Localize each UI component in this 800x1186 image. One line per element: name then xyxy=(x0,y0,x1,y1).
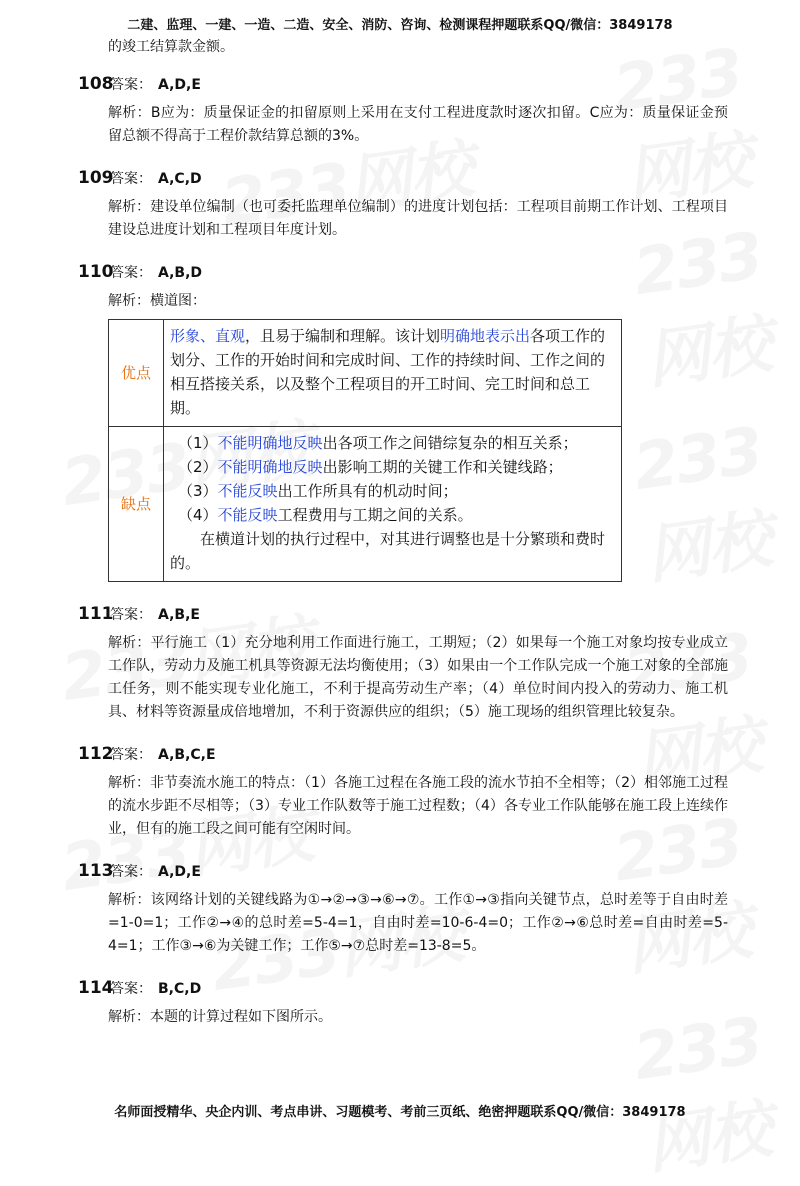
pros-cell xyxy=(164,320,622,427)
question-112 xyxy=(78,744,728,841)
cons-highlight: 不能明确地反映 xyxy=(217,434,323,452)
cons-text: 工程费用与工期之间的关系。 xyxy=(277,506,473,524)
pros-text: 各项工作的划分、工作的开始时间和完成时间、工作的持续时间、工作之间的相互搭接关系，以及整个工程项目的开工时间、完工时间和总工期。 xyxy=(170,327,606,417)
question-108 xyxy=(78,74,728,148)
question-number: 113 xyxy=(78,861,114,881)
question-number: 111 xyxy=(78,604,114,624)
answer-value: A,D,E xyxy=(158,864,201,880)
question-number: 114 xyxy=(78,978,114,998)
cons-highlight: 不能反映 xyxy=(217,506,278,524)
explanation: 解析：横道图： xyxy=(108,293,206,309)
cons-item xyxy=(170,455,615,479)
document-body xyxy=(78,36,728,1029)
answer-value: B,C,D xyxy=(158,981,202,997)
explanation: 解析：B应为：质量保证金的扣留原则上采用在支付工程进度款时逐次扣留。C应为：质量保证金预留总额不得高于工程价款结算总额的3%。 xyxy=(108,105,728,144)
cons-header: 缺点 xyxy=(109,427,164,582)
pros-highlight: 明确地表示出 xyxy=(440,327,531,345)
question-109 xyxy=(78,168,728,242)
cons-number: （2） xyxy=(178,458,218,476)
cons-highlight: 不能明确地反映 xyxy=(217,458,323,476)
answer-value: A,B,D xyxy=(158,265,203,281)
answer-label: 答案： xyxy=(110,864,152,880)
cons-text: 出各项工作之间错综复杂的相互关系； xyxy=(322,434,578,452)
question-number: 109 xyxy=(78,168,114,188)
answer-value: A,B,E xyxy=(158,607,200,623)
answer-label: 答案： xyxy=(110,607,152,623)
cons-item xyxy=(170,503,615,527)
cons-number: （1） xyxy=(178,434,218,452)
gantt-pros-cons-table xyxy=(108,319,622,582)
cons-number: （3） xyxy=(178,482,218,500)
explanation: 解析：该网络计划的关键线路为①→②→③→⑥→⑦。工作①→③指向关键节点，总时差等于自由时差=1-0=1；工作②→④的总时差=5-4=1，自由时差=10-6-4=0；工作②→⑥总时差=自由时差=5-4=1；工作③→⑥为关键工作；工作⑤→⑦总时差=13-8=5。 xyxy=(108,892,728,954)
answer-label: 答案： xyxy=(110,77,152,93)
answer-value: A,D,E xyxy=(158,77,201,93)
question-110 xyxy=(78,262,728,582)
question-113 xyxy=(78,861,728,958)
question-number: 112 xyxy=(78,744,114,764)
pros-highlight: 形象、直观 xyxy=(170,327,246,345)
page-footer: 名师面授精华、央企内训、考点串讲、习题模考、考前三页纸、绝密押题联系QQ/微信：3849178 xyxy=(114,1105,686,1120)
pros-header: 优点 xyxy=(109,320,164,427)
pros-text: ，且易于编制和理解。该计划 xyxy=(245,327,441,345)
answer-value: A,B,C,E xyxy=(158,747,216,763)
question-114 xyxy=(78,978,728,1029)
answer-label: 答案： xyxy=(110,747,152,763)
cons-item xyxy=(170,431,615,455)
explanation: 解析：平行施工（1）充分地利用工作面进行施工，工期短；（2）如果每一个施工对象均按专业成立工作队，劳动力及施工机具等资源无法均衡使用；（3）如果由一个工作队完成一个施工对象的全部施工任务，则不能实现专业化施工，不利于提高劳动生产率；（4）单位时间内投入的劳动力、施工机具、材料等资源量成倍地增加，不利于资源供应的组织；（5）施工现场的组织管理比较复杂。 xyxy=(108,635,728,720)
explanation: 解析：非节奏流水施工的特点：（1）各施工过程在各施工段的流水节拍不全相等；（2）相邻施工过程的流水步距不尽相等；（3）专业工作队数等于施工过程数；（4）各专业工作队能够在施工段上连续作业，但有的施工段之间可能有空闲时间。 xyxy=(108,775,728,837)
answer-label: 答案： xyxy=(110,171,152,187)
cons-text: 出工作所具有的机动时间； xyxy=(277,482,458,500)
cons-note: 在横道计划的执行过程中，对其进行调整也是十分繁琐和费时的。 xyxy=(170,530,606,572)
page-header: 二建、监理、一建、一造、二造、安全、消防、咨询、检测课程押题联系QQ/微信：3849178 xyxy=(127,18,673,33)
question-number: 108 xyxy=(78,74,114,94)
cons-cell xyxy=(164,427,622,582)
cons-number: （4） xyxy=(178,506,218,524)
question-number: 110 xyxy=(78,262,114,282)
cons-item xyxy=(170,479,615,503)
cons-text: 出影响工期的关键工作和关键线路； xyxy=(322,458,563,476)
cons-highlight: 不能反映 xyxy=(217,482,278,500)
answer-label: 答案： xyxy=(110,981,152,997)
continuation-text: 的竣工结算款金额。 xyxy=(108,39,234,55)
answer-label: 答案： xyxy=(110,265,152,281)
explanation: 解析：本题的计算过程如下图所示。 xyxy=(108,1009,332,1025)
answer-value: A,C,D xyxy=(158,171,202,187)
explanation: 解析：建设单位编制（也可委托监理单位编制）的进度计划包括：工程项目前期工作计划、工程项目建设总进度计划和工程项目年度计划。 xyxy=(108,199,728,238)
question-111 xyxy=(78,604,728,724)
